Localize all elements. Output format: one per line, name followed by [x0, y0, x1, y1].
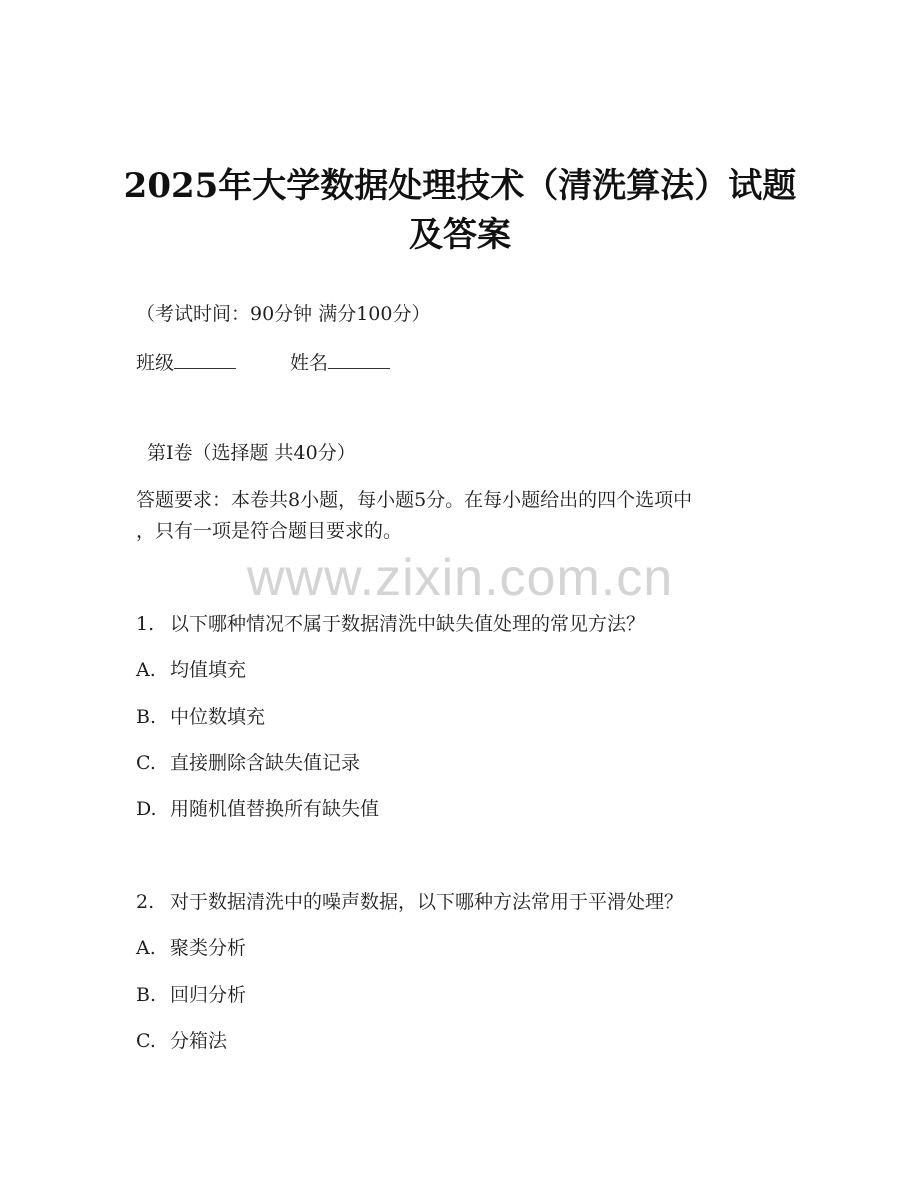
option-text: 用随机值替换所有缺失值: [170, 798, 380, 820]
option-1d: [136, 797, 379, 821]
exam-info: （考试时间：90分钟 满分100分）: [136, 303, 431, 325]
watermark: www.zixin.com.cn: [246, 549, 674, 607]
student-info-row: [136, 350, 390, 375]
option-text: 分箱法: [170, 1030, 228, 1052]
option-letter: A.: [136, 659, 156, 681]
question-text: 对于数据清洗中的噪声数据，以下哪种方法常用于平滑处理？: [170, 891, 684, 913]
option-letter: B.: [136, 984, 157, 1006]
option-2b: [136, 983, 246, 1007]
option-text: 聚类分析: [170, 937, 247, 959]
class-blank: [174, 350, 236, 369]
option-1c: [136, 751, 360, 775]
class-label: 班级: [136, 352, 175, 374]
name-label: 姓名: [290, 352, 329, 374]
option-1a: [136, 658, 246, 682]
option-letter: B.: [136, 706, 157, 728]
option-letter: C.: [136, 1030, 156, 1052]
question-number: 1.: [136, 613, 155, 635]
instructions-line-1: 答题要求：本卷共8小题，每小题5分。在每小题给出的四个选项中: [136, 489, 693, 511]
option-text: 均值填充: [170, 659, 247, 681]
option-text: 直接删除含缺失值记录: [170, 752, 361, 774]
option-text: 回归分析: [170, 984, 247, 1006]
option-2c: [136, 1029, 227, 1053]
instructions-line-2: ，只有一项是符合题目要求的。: [136, 520, 403, 542]
question-2: [136, 890, 683, 914]
option-letter: A.: [136, 937, 156, 959]
option-2a: [136, 936, 246, 960]
section-heading: 第I卷（选择题 共40分）: [147, 442, 356, 464]
option-letter: C.: [136, 752, 156, 774]
document-title-line-1: 2025年大学数据处理技术（清洗算法）试题: [123, 166, 797, 206]
option-letter: D.: [136, 798, 157, 820]
question-text: 以下哪种情况不属于数据清洗中缺失值处理的常见方法？: [170, 613, 646, 635]
name-blank: [328, 350, 390, 369]
option-text: 中位数填充: [170, 706, 266, 728]
question-1: [136, 612, 645, 636]
question-number: 2.: [136, 891, 155, 913]
option-1b: [136, 705, 265, 729]
document-title-line-2: 及答案: [409, 215, 511, 255]
